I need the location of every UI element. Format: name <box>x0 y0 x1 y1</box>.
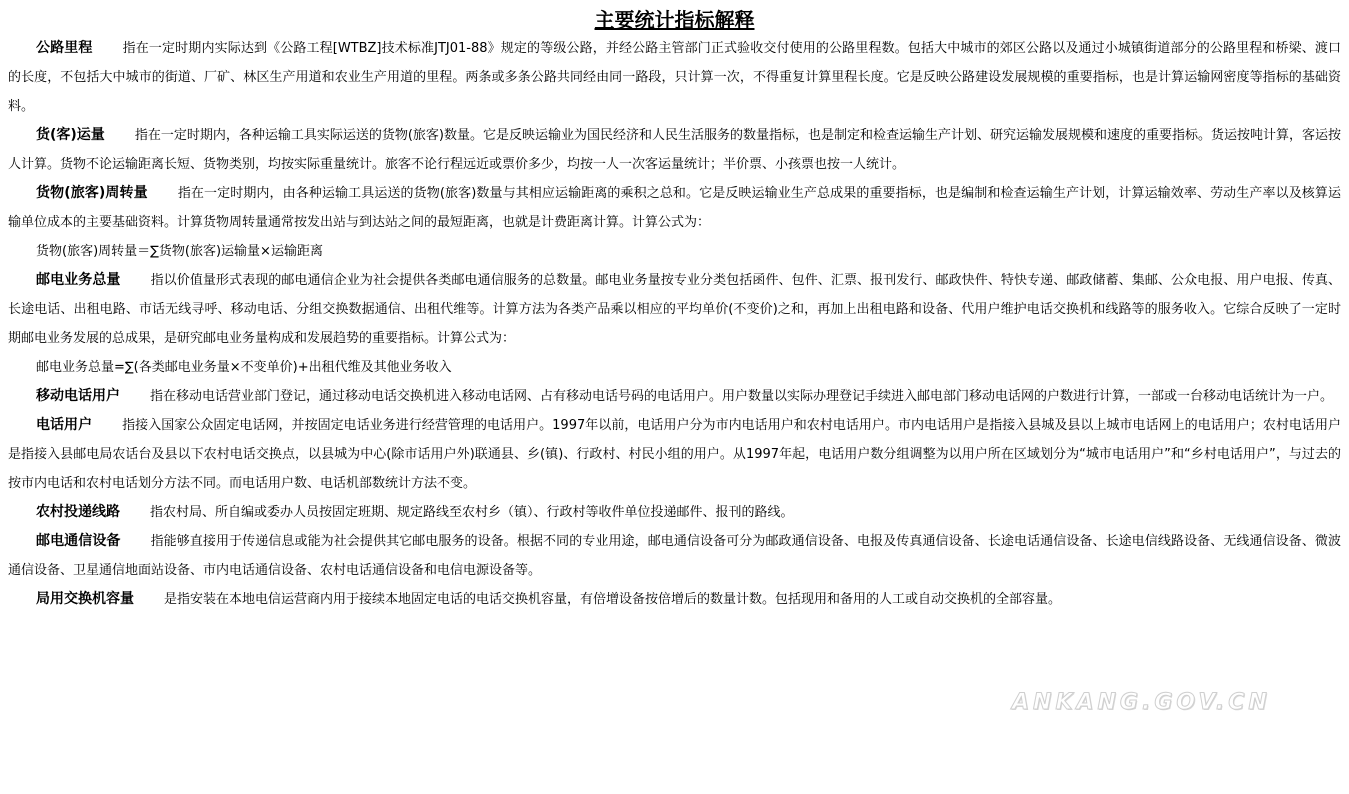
entry-postal-telecom-total <box>8 266 1341 353</box>
entry-switch-capacity <box>8 585 1341 614</box>
entry-text: 指以价值量形式表现的邮电通信企业为社会提供各类邮电通信服务的总数量。邮电业务量按专业分类包括函件、包件、汇票、报刊发行、邮政快件、特快专递、邮政储蓄、集邮、公众电报、用户电报、传真、长途电话、出租电路、市话无线寻呼、移动电话、分组交换数据通信、出租代维等。计算方法为各类产品乘以相应的平均单价(不变价)之和，再加上出租电路和设备、代用户维护电话交换机和线路等的服务收入。它综合反映了一定时期邮电业务发展的总成果，是研究邮电业务量构成和发展趋势的重要指标。计算公式为： <box>8 273 1341 346</box>
entry-term: 邮电业务总量 <box>36 272 121 288</box>
entry-freight-passenger-volume <box>8 121 1341 179</box>
entry-highway-mileage <box>8 34 1341 121</box>
entry-text: 指农村局、所自编或委办人员按固定班期、规定路线至农村乡（镇）、行政村等收件单位投递邮件、报刊的路线。 <box>150 505 794 520</box>
entry-text: 指在移动电话营业部门登记，通过移动电话交换机进入移动电话网、占有移动电话号码的电话用户。用户数量以实际办理登记手续进入邮电部门移动电话网的户数进行计算，一部或一台移动电话统计为一户。 <box>150 389 1334 404</box>
entry-text: 指在一定时期内实际达到《公路工程[WTBZ]技术标准JTJ01-88》规定的等级公路，并经公路主管部门正式验收交付使用的公路里程数。包括大中城市的郊区公路以及通过小城镇街道部分的公路里程和桥梁、渡口的长度，不包括大中城市的街道、厂矿、林区生产用道和农业生产用道的里程。两条或多条公路共同经由同一路段，只计算一次，不得重复计算里程长度。它是反映公路建设发展规模的重要指标，也是计算运输网密度等指标的基础资料。 <box>8 41 1342 114</box>
entry-term: 电话用户 <box>36 417 93 433</box>
entry-term: 货物(旅客)周转量 <box>36 185 148 201</box>
entry-term: 公路里程 <box>36 40 93 56</box>
entry-turnover-volume <box>8 179 1341 237</box>
entry-text: 指能够直接用于传递信息或能为社会提供其它邮电服务的设备。根据不同的专业用途，邮电通信设备可分为邮政通信设备、电报及传真通信设备、长途电话通信设备、长途电信线路设备、无线通信设备、微波通信设备、卫星通信地面站设备、市内电话通信设备、农村电话通信设备和电信电源设备等。 <box>8 534 1341 578</box>
entry-term: 移动电话用户 <box>36 388 120 404</box>
site-watermark: ANKANG.GOV.CN <box>1012 690 1271 715</box>
formula-postal-telecom: 邮电业务总量=∑(各类邮电业务量×不变单价)+出租代维及其他业务收入 <box>36 360 452 375</box>
formula-turnover: 货物(旅客)周转量＝∑货物(旅客)运输量×运输距离 <box>36 244 323 259</box>
entry-text: 是指安装在本地电信运营商内用于接续本地固定电话的电话交换机容量，有倍增设备按倍增后的数量计数。包括现用和备用的人工或自动交换机的全部容量。 <box>164 592 1062 607</box>
entry-rural-delivery-routes <box>8 498 1341 527</box>
entry-text: 指接入国家公众固定电话网，并按固定电话业务进行经营管理的电话用户。1997年以前，电话用户分为市内电话用户和农村电话用户。市内电话用户是指接入县城及县以上城市电话网上的电话用户；农村电话用户是指接入县邮电局农话台及县以下农村电话交换点，以县城为中心(除市话用户外)联通县、乡(镇)、行政村、村民小组的用户。从1997年起，电话用户数分组调整为以用户所在区域划分为“城市电话用户”和“乡村电话用户”，与过去的按市内电话和农村电话划分方法不同。而电话用户数、电话机部数统计方法不变。 <box>8 418 1341 491</box>
page-title: 主要统计指标解释 <box>594 8 755 32</box>
entry-telephone-users <box>8 411 1341 498</box>
document-body <box>8 6 1341 614</box>
entry-text: 指在一定时期内，各种运输工具实际运送的货物(旅客)数量。它是反映运输业为国民经济和人民生活服务的数量指标，也是制定和检查运输生产计划、研究运输发展规模和速度的重要指标。货运按吨计算，客运按人计算。货物不论运输距离长短、货物类别，均按实际重量统计。旅客不论行程远近或票价多少，均按一人一次客运量统计；半价票、小孩票也按一人统计。 <box>8 128 1342 172</box>
entry-term: 局用交换机容量 <box>36 591 134 607</box>
entry-term: 邮电通信设备 <box>36 533 121 549</box>
entry-telecom-equipment <box>8 527 1341 585</box>
entry-text: 指在一定时期内，由各种运输工具运送的货物(旅客)数量与其相应运输距离的乘积之总和。它是反映运输业生产总成果的重要指标，也是编制和检查运输生产计划，计算运输效率、劳动生产率以及核算运输单位成本的主要基础资料。计算货物周转量通常按发出站与到达站之间的最短距离，也就是计费距离计算。计算公式为： <box>8 186 1341 230</box>
entry-term: 农村投递线路 <box>36 504 120 520</box>
entry-mobile-users <box>8 382 1341 411</box>
entry-term: 货(客)运量 <box>36 127 105 143</box>
